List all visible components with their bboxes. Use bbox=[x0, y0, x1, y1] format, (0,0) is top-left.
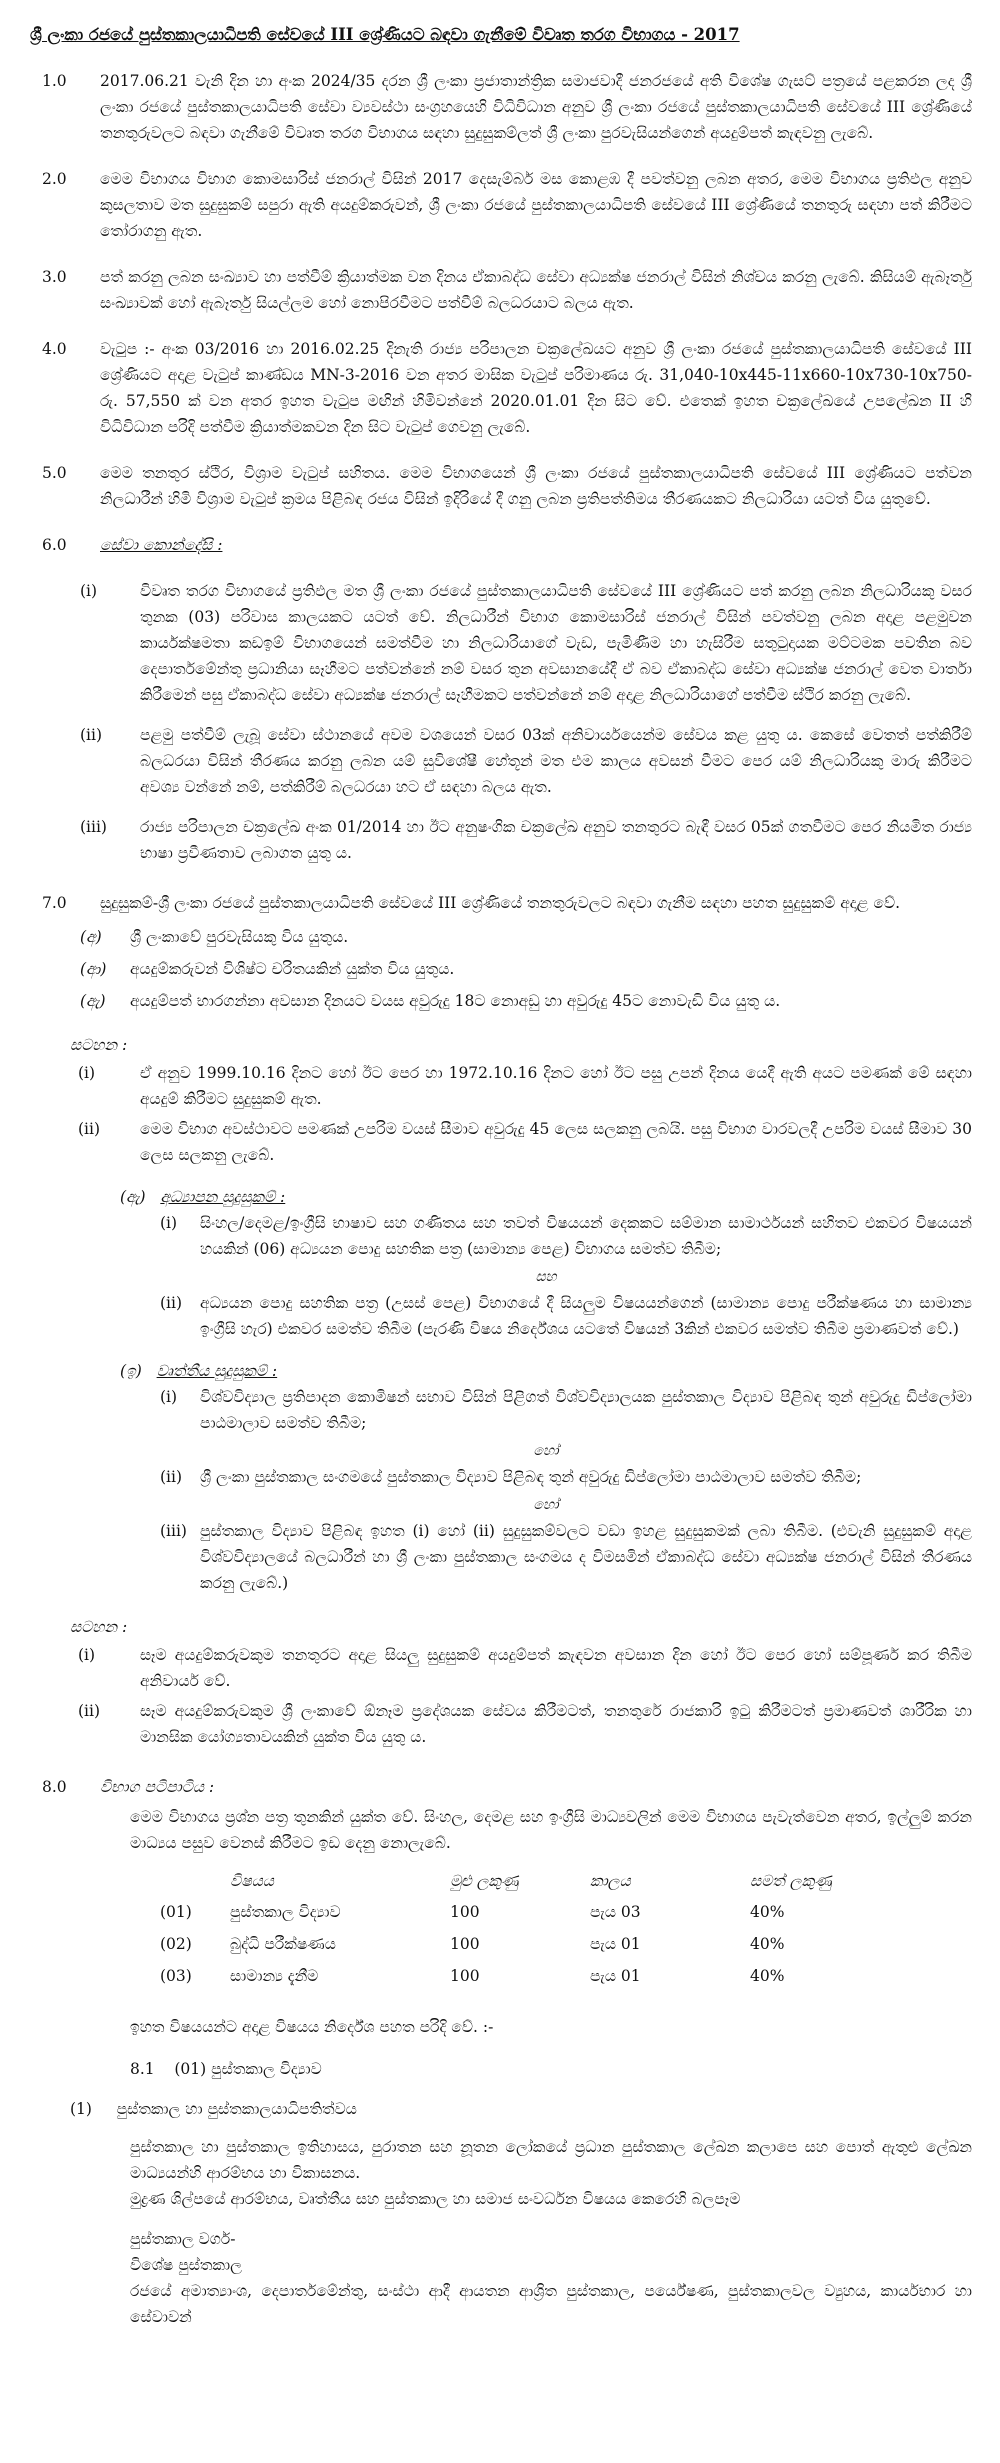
section-2 bbox=[30, 166, 972, 244]
exam-subjects-table bbox=[160, 1866, 870, 1992]
item-label: (iii) bbox=[80, 818, 107, 836]
table-cell: බුද්ධි පරීක්ෂණය bbox=[230, 1935, 336, 1953]
note-text: මෙම විභාග අවස්ථාවට පමණක් උපරිම වයස් සීමාව අවුරුදු 45 ලෙස සලකනු ලබයි. පසු විභාග වාරවලදී උපරිම වයස් සීමාව 30 ලෙස සලකනු ලැබේ. bbox=[140, 1120, 972, 1164]
table-cell: සාමාන්‍ය දැනීම bbox=[230, 1967, 319, 1985]
joiner-word: සහ bbox=[535, 1269, 557, 1285]
qualification-item-text: ශ්‍රී ලංකා පුස්තකාල සංගමයේ පුස්තකාල විද්‍යාව පිළිබඳ තුන් අවුරුදු ඩිප්ලෝමා පාඨමාලාව සමත්ව තිබීම; bbox=[200, 1468, 862, 1486]
table-row bbox=[160, 1896, 870, 1928]
section-number: 6.0 bbox=[42, 536, 67, 554]
part-title: පුස්තකාල හා පුස්තකාලයාධිපතිත්වය bbox=[116, 2100, 357, 2118]
section-4 bbox=[30, 336, 972, 440]
qualification-item-text: අධ්‍යයන පොදු සහතික පත්‍ර (උසස් පෙළ) විභාගයේ දී සියලුම විෂයයන්ගෙන් (සාමාන්‍ය පොදු පරීක්ෂණය හා සාමාන්‍ය ඉංග්‍රීසි හැර) එකවර සමත්ව තිබීම (පැරණි විෂය නිර්දේශය යටතේ විෂයන් 3කින් එකවර සමත්ව තිබීම ප්‍රමාණවත් වේ.) bbox=[200, 1294, 972, 1338]
qualification-item bbox=[160, 1210, 972, 1262]
row-label: (ආ) bbox=[80, 960, 107, 978]
qualification-row bbox=[70, 956, 972, 982]
syllabus-content bbox=[130, 2134, 972, 2330]
section-8 bbox=[30, 1774, 972, 1800]
qualification-item bbox=[160, 1464, 972, 1490]
qualification-item-label: (i) bbox=[160, 1388, 178, 1406]
table-cell: 40% bbox=[750, 1967, 785, 1985]
service-condition-item bbox=[70, 722, 972, 800]
item-label: (ii) bbox=[80, 726, 103, 744]
row-text: අයදුම්කරුවන් විශිෂ්ට චරිතයකින් යුක්ත විය යුතුය. bbox=[130, 960, 455, 978]
table-header: මුළු ලකුණු bbox=[450, 1872, 519, 1890]
note-heading: සටහන : bbox=[70, 1618, 128, 1636]
qualification-item-text: විශ්වවිද්‍යාල ප්‍රතිපාදන කොමිෂන් සභාව විසින් පිළිගත් විශ්වවිද්‍යාලයක පුස්තකාල විද්‍යාව පිළිබඳ තුන් අවුරුදු ඩිප්ලෝමා පාඨමාලාව සමත්ව තිබීම; bbox=[200, 1388, 972, 1432]
qualification-rows bbox=[70, 924, 972, 1014]
section-7 bbox=[30, 890, 972, 916]
syllabus-intro: ඉහත විෂයයන්ට අදාළ විෂයය නිර්දේශ පහත පරිදි වේ. :- bbox=[130, 2018, 494, 2036]
library-types-heading: පුස්තකාල වර්ග- bbox=[130, 2230, 236, 2248]
table-cell: (01) bbox=[160, 1903, 192, 1921]
table-cell: පැය 03 bbox=[590, 1903, 641, 1921]
table-row bbox=[160, 1928, 870, 1960]
subsection-number: 8.1 bbox=[130, 2060, 155, 2078]
syllabus-subsection bbox=[130, 2056, 972, 2082]
table-cell: 100 bbox=[450, 1967, 480, 1985]
item-text: පළමු පත්වීම් ලැබූ සේවා ස්ථානයේ අවම වශයෙන් වසර 03ක් අනිවාර්යයෙන්ම සේවය කළ යුතු ය. කෙසේ වෙතත් පත්කිරීම් බලධරයා විසින් තීරණය කරනු ලබන යම් සුවිශේෂී හේතූන් මත එම කාලය අවසන් වීමට පෙර යම් නිලධාරියකු මාරු කිරීමට අවශ්‍ය වන්නේ නම්, පත්කිරීම් බලධරයා හට ඒ සඳහා බලය ඇත. bbox=[140, 726, 972, 796]
section-text: පත් කරනු ලබන සංඛ්‍යාව හා පත්වීම් ක්‍රියාත්මක වන දිනය ඒකාබද්ධ සේවා අධ්‍යක්ෂ ජනරාල් විසින් නිශ්චය කරනු ලැබේ. කිසියම් ඇබෑර්තු සංඛ්‍යාවක් හෝ ඇබෑර්තු සියල්ලම හෝ නොපිරවීමට පත්වීම් බලධරයාට බලය ඇත. bbox=[100, 268, 972, 312]
subsection-title: (01) පුස්තකාල විද්‍යාව bbox=[174, 2060, 322, 2078]
item-text: රාජ්‍ය පරිපාලන චක්‍රලේඛ අංක 01/2014 හා ඊට අනුෂංගික චක්‍රලේඛ අනුව තනතුරට බැඳී වසර 05ක් ගතවීමට පෙර නියමිත රාජ්‍ය භාෂා ප්‍රවීණතාව ලබාගත යුතු ය. bbox=[140, 818, 972, 862]
table-cell: (02) bbox=[160, 1935, 192, 1953]
note-heading: සටහන : bbox=[70, 1036, 128, 1054]
table-header: කාලය bbox=[590, 1872, 631, 1890]
section-text: සුදුසුකම්-ශ්‍රී ලංකා රජයේ පුස්තකාලයාධිපති සේවයේ III ශ්‍රේණියේ තනතුරුවලට බඳවා ගැනීම සඳහා පහත සුදුසුකම් අදාළ වේ. bbox=[100, 894, 901, 912]
row-text: අයදුම්පත් භාරගන්නා අවසාන දිනයට වයස අවුරුදු 18ට නොඅඩු හා අවුරුදු 45ට නොවැඩි විය යුතු ය. bbox=[130, 992, 781, 1010]
section-3 bbox=[30, 264, 972, 316]
qualification-row bbox=[70, 988, 972, 1014]
educational-qualifications bbox=[120, 1184, 972, 1342]
note-text: සෑම අයදුම්කරුවකුම තනතුරට අදාළ සියලු සුදුසුකම් අයදුම්පත් කැඳවන අවසාන දින හෝ ඊට පෙර හෝ සම්පූර්ණ කර තිබීම අනිවාර්ය වේ. bbox=[140, 1646, 972, 1690]
table-cell: (03) bbox=[160, 1967, 192, 1985]
note-label: (ii) bbox=[78, 1702, 101, 1720]
section-number: 7.0 bbox=[42, 894, 67, 912]
qualification-heading bbox=[120, 1184, 972, 1210]
table-cell: 40% bbox=[750, 1935, 785, 1953]
qualification-label: (ඇ) bbox=[120, 1188, 146, 1206]
qualification-item bbox=[160, 1384, 972, 1436]
section-5 bbox=[30, 460, 972, 512]
table-cell: පැය 01 bbox=[590, 1935, 641, 1953]
joiner-word: හෝ bbox=[533, 1443, 559, 1459]
professional-qualifications bbox=[120, 1358, 972, 1596]
table-cell: 100 bbox=[450, 1935, 480, 1953]
joiner-word: හෝ bbox=[533, 1497, 559, 1513]
qualification-item-text: සිංහල/දෙමළ/ඉංග්‍රීසි භාෂාව සහ ගණිතය සහ තවත් විෂයයන් දෙකකට සම්මාන සාමාර්ථයන් සහිතව එකවර විෂයයන් හයකින් (06) අධ්‍යයන පොදු සහතික පත්‍ර (සාමාන්‍ය පෙළ) විභාගය සමත්ව තිබීම; bbox=[200, 1214, 972, 1258]
section-number: 8.0 bbox=[42, 1778, 67, 1796]
qualification-item-label: (i) bbox=[160, 1214, 178, 1232]
note-item bbox=[70, 1698, 972, 1750]
note-text: ඒ අනුව 1999.10.16 දිනට හෝ ඊට පෙර හා 1972.10.16 දිනට හෝ ඊට පසු උපන් දිනය යෙදී ඇති අයට පමණක් මේ සඳහා අයදුම් කිරීමට සුදුසුකම් ඇත. bbox=[140, 1064, 972, 1108]
item-text: විවෘත තරග විභාගයේ ප්‍රතිඵල මත ශ්‍රී ලංකා රජයේ පුස්තකාලයාධිපති සේවයේ III ශ්‍රේණියට පත් කරනු ලබන නිලධාරියකු වසර තුනක (03) පරිවාස කාලයකට යටත් වේ. නිලධාරීන් විභාග කොමසාරිස් ජනරාල් විසින් පවත්වනු ලබන අදාළ පළමුවන කාර්යක්ෂමතා කඩඉම් විභාගයෙන් සමත්වීම හා නිලධාරියාගේ වැඩ, පැමිණීම හා හැසිරීම සතුටුදායක මට්ටමක පවතින බව දෙපාර්තමේන්තු ප්‍රධානියා සෑහීමට පත්වන්නේ නම් වසර තුන අවසානයේදී ඒ බව ඒකාබද්ධ සේවා අධ්‍යක්ෂ ජනරාල් වෙත වාර්තා කිරීමෙන් පසු ඒකාබද්ධ සේවා අධ්‍යක්ෂ ජනරාල් සෑහීමකට පත්වන්නේ නම් අදාළ නිලධාරියාගේ පත්වීම ස්ථිර කරනු ලැබේ. bbox=[140, 582, 972, 704]
section-number: 1.0 bbox=[42, 72, 67, 90]
section-heading: විභාග පටිපාටිය : bbox=[100, 1778, 215, 1796]
qualification-item bbox=[160, 1518, 972, 1596]
table-cell: 40% bbox=[750, 1903, 785, 1921]
table-header bbox=[160, 1866, 230, 1896]
qualification-item-label: (ii) bbox=[160, 1294, 183, 1312]
qualification-item bbox=[160, 1290, 972, 1342]
row-text: ශ්‍රී ලංකාවේ පුරවැසියකු විය යුතුය. bbox=[130, 928, 349, 946]
age-note bbox=[70, 1032, 972, 1168]
note-item bbox=[70, 1116, 972, 1168]
row-label: (ඇ) bbox=[80, 992, 106, 1010]
section-number: 2.0 bbox=[42, 170, 67, 188]
section-text: මෙම විභාගය විභාග කොමසාරිස් ජනරාල් විසින් 2017 දෙසැම්බර් මස කොළඹ දී පවත්වනු ලබන අතර, මෙම විභාගය ප්‍රතිඵල අනුව කුසලතාව මත සුදුසුකම් සපුරා ඇති අයදුම්කරුවන්, ශ්‍රී ලංකා රජයේ පුස්තකාලයාධිපති සේවයේ III ශ්‍රේණියේ තනතුරු සඳහා පත් කිරීමට තෝරාගනු ඇත. bbox=[100, 170, 972, 240]
qualification-item-label: (ii) bbox=[160, 1468, 183, 1486]
table-header-row bbox=[160, 1866, 870, 1896]
section-number: 5.0 bbox=[42, 464, 67, 482]
note-label: (ii) bbox=[78, 1120, 101, 1138]
library-type-detail: රජයේ අමාත්‍යාංශ, දෙපාර්තමේන්තු, සංස්ථා ආදී ආයතන ආශ්‍රිත පුස්තකාල, පර්යේෂණ, පුස්තකාලවල ව්‍යුහය, කාර්යභාර හා සේවාවන් bbox=[130, 2282, 972, 2326]
note-label: (i) bbox=[78, 1646, 96, 1664]
qualification-title: අධ්‍යාපන සුදුසුකම් : bbox=[160, 1188, 286, 1206]
table-header: විෂයය bbox=[230, 1872, 274, 1890]
qualification-row bbox=[70, 924, 972, 950]
note-label: (i) bbox=[78, 1064, 96, 1082]
qualification-title: වෘත්තීය සුදුසුකම් : bbox=[156, 1362, 278, 1380]
document-title: ශ්‍රී ලංකා රජයේ පුස්තකාලයාධිපති සේවයේ III ශ්‍රේණියට බඳවා ගැනීමේ විවෘත තරග විභාගය - 2017 bbox=[30, 25, 740, 44]
section-text: වැටුප :- අංක 03/2016 හා 2016.02.25 දිනැති රාජ්‍ය පරිපාලන චක්‍රලේඛයට අනුව ශ්‍රී ලංකා රජයේ පුස්තකාලයාධිපති සේවයේ III ශ්‍රේණියට අදාළ වැටුප් කාණ්ඩය MN-3-2016 වන අතර මාසික වැටුප් පරිමාණය රු. 31,040-10x445-11x660-10x730-10x750-රු. 57,550 ක් වන අතර ඉහත වැටුප මඟින් හිමිවන්නේ 2020.01.01 දින සිට වේ. එතෙක් ඉහත චක්‍රලේඛයේ උපලේඛන II හි විධිවිධාන පරිදි පත්වීම ක්‍රියාත්මකවන දින සිට වැටුප් ගෙවනු ලැබේ. bbox=[100, 340, 972, 436]
note-text: සෑම අයදුම්කරුවකුම ශ්‍රී ලංකාවේ ඕනෑම ප්‍රදේශයක සේවය කිරීමටත්, තනතුරේ රාජකාරි ඉටු කිරීමටත් ප්‍රමාණවත් ශාරීරික හා මානසික යෝග්‍යතාවයකින් යුක්ත විය යුතු ය. bbox=[140, 1702, 972, 1746]
section-number: 4.0 bbox=[42, 340, 67, 358]
table-header: සමත් ලකුණු bbox=[750, 1872, 832, 1890]
qualification-heading bbox=[120, 1358, 972, 1384]
row-label: (අ) bbox=[80, 928, 102, 946]
item-label: (i) bbox=[80, 582, 98, 600]
syllabus-part bbox=[70, 2096, 972, 2122]
part-label: (1) bbox=[70, 2100, 92, 2118]
library-type-item: විශේෂ පුස්තකාල bbox=[130, 2256, 242, 2274]
section-1 bbox=[30, 68, 972, 146]
section-text: මෙම තනතුර ස්ථිර, විශ්‍රාම වැටුප් සහිතය. මෙම විභාගයෙන් ශ්‍රී ලංකා රජයේ පුස්තකාලයාධිපති සේවයේ III ශ්‍රේණියට පත්වන නිලධාරීන් හිමි විශ්‍රාම වැටුප් ක්‍රමය පිළිබඳ රජය විසින් ඉදිරියේ දී ගනු ලබන ප්‍රතිපත්තිමය තීරණයකට නිලධාරියා යටත් විය යුතුවේ. bbox=[100, 464, 972, 508]
table-cell: 100 bbox=[450, 1903, 480, 1921]
note-item bbox=[70, 1642, 972, 1694]
syllabus-paragraph: පුස්තකාල හා පුස්තකාල ඉතිහාසය, පුරාතන සහ නූතන ලෝකයේ ප්‍රධාන පුස්තකාල ලේඛන කලාපෙ සහ පොත් ඇතුළු ලේඛන මාධ්‍යයන්හි ආරම්භය හා විකාසනය. bbox=[130, 2138, 972, 2182]
section-heading: සේවා කොන්දේසි : bbox=[100, 536, 223, 554]
table-cell: පැය 01 bbox=[590, 1967, 641, 1985]
syllabus-paragraph: මුද්‍රණ ශිල්පයේ ආරම්භය, වෘත්තීය සහ පුස්තකාල හා සමාජ සංවර්ධන විෂයය කෙරෙහි බලපෑම bbox=[130, 2190, 741, 2208]
section-text: 2017.06.21 වැනි දින හා අංක 2024/35 දරන ශ්‍රී ලංකා ප්‍රජාතාන්ත්‍රික සමාජවාදී ජනරජයේ අති විශේෂ ගැසට් පත්‍රයේ පළකරන ලද ශ්‍රී ලංකා රජයේ පුස්තකාලයාධිපති සේවා ව්‍යවස්ථා සංග්‍රහයෙහි විධිවිධාන අනුව ශ්‍රී ලංකා රජයේ පුස්තකාලයාධිපති සේවයේ III ශ්‍රේණියේ තනතුරුවලට බඳවා ගැනීමේ විවෘත තරග විභාගය සඳහා සුදුසුකම්ලත් ශ්‍රී ලංකා පුරවැසියන්ගෙන් අයදුම්පත් කැඳවනු ලැබේ. bbox=[100, 72, 972, 142]
exam-pattern-intro: මෙම විභාගය ප්‍රශ්න පත්‍ර තුනකින් යුක්ත වේ. සිංහල, දෙමළ සහ ඉංග්‍රීසි මාධ්‍යවලින් මෙම විභාගය පැවැත්වෙන අතර, ඉල්ලුම් කරන මාධ්‍යය පසුව වෙනස් කිරීමට ඉඩ දෙනු නොලැබේ. bbox=[130, 1808, 972, 1852]
service-condition-item bbox=[70, 814, 972, 866]
service-condition-item bbox=[70, 578, 972, 708]
table-row bbox=[160, 1960, 870, 1992]
table-cell: පුස්තකාල විද්‍යාව bbox=[230, 1903, 341, 1921]
section-number: 3.0 bbox=[42, 268, 67, 286]
section-6 bbox=[30, 532, 972, 558]
qualification-item-label: (iii) bbox=[160, 1522, 187, 1540]
qualification-item-text: පුස්තකාල විද්‍යාව පිළිබඳ ඉහත (i) හෝ (ii) සුදුසුකම්වලට වඩා ඉහළ සුදුසුකමක් ලබා තිබීම. (එවැනි සුදුසුකම් අදාළ විශ්වවිද්‍යාලයේ බලධාරීන් හා ශ්‍රී ලංකා පුස්තකාල සංගමය ද විමසමින් ඒකාබද්ධ සේවා අධ්‍යක්ෂ ජනරාල් විසින් තීරණය කරනු ලැබේ.) bbox=[200, 1522, 972, 1592]
general-note bbox=[70, 1614, 972, 1750]
note-item bbox=[70, 1060, 972, 1112]
qualification-label: (ඉ) bbox=[120, 1362, 142, 1380]
